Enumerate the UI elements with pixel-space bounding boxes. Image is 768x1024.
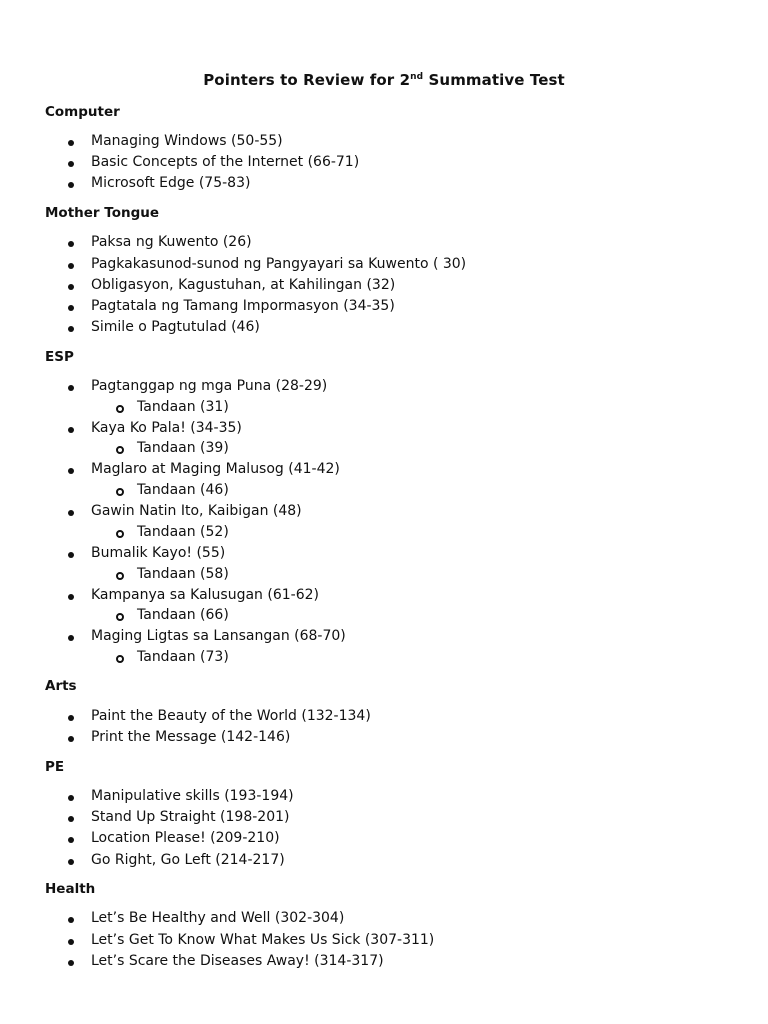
list-item — [91, 852, 285, 868]
list-item — [91, 953, 384, 969]
item-text: Let’s Get To Know What Makes Us Sick (307-311) — [91, 932, 435, 948]
sub-list-item — [137, 399, 229, 415]
list-item — [91, 234, 252, 250]
bullet-icon — [68, 859, 74, 865]
item-text: Go Right, Go Left (214-217) — [91, 852, 285, 868]
list-item — [91, 378, 327, 394]
sub-list-item — [137, 649, 229, 665]
sub-item-text: Tandaan (73) — [137, 649, 229, 665]
circle-bullet-icon — [116, 488, 124, 496]
list-item — [91, 175, 250, 191]
bullet-icon — [68, 140, 74, 146]
item-text: Obligasyon, Kagustuhan, at Kahilingan (32) — [91, 277, 396, 293]
item-text: Print the Message (142-146) — [91, 729, 291, 745]
list-item — [91, 587, 319, 603]
bullet-icon — [68, 182, 74, 188]
page-title — [0, 71, 768, 89]
title-rest: Summative Test — [423, 71, 565, 89]
section-heading-esp: ESP — [45, 349, 74, 365]
circle-bullet-icon — [116, 655, 124, 663]
list-item — [91, 154, 359, 170]
bullet-icon — [68, 326, 74, 332]
list-item — [91, 628, 346, 644]
item-text: Kaya Ko Pala! (34-35) — [91, 420, 242, 436]
bullet-icon — [68, 939, 74, 945]
bullet-icon — [68, 241, 74, 247]
list-item — [91, 133, 283, 149]
item-text: Microsoft Edge (75-83) — [91, 175, 251, 191]
sub-item-text: Tandaan (46) — [137, 482, 229, 498]
section-heading-pe: PE — [45, 759, 65, 775]
list-item — [91, 420, 242, 436]
bullet-icon — [68, 715, 74, 721]
list-item — [91, 461, 340, 477]
bullet-icon — [68, 385, 74, 391]
sub-item-text: Tandaan (58) — [137, 566, 229, 582]
bullet-icon — [68, 510, 74, 516]
list-item — [91, 932, 434, 948]
list-item — [91, 503, 302, 519]
sub-list-item — [137, 524, 229, 540]
sub-item-text: Tandaan (52) — [137, 524, 229, 540]
section-heading-computer: Computer — [45, 104, 120, 120]
item-text: Pagkakasunod-sunod ng Pangyayari sa Kuwento ( 30) — [91, 256, 467, 272]
item-text: Paksa ng Kuwento (26) — [91, 234, 252, 250]
item-text: Maging Ligtas sa Lansangan (68-70) — [91, 628, 346, 644]
item-text: Kampanya sa Kalusugan (61-62) — [91, 587, 319, 603]
list-item — [91, 708, 371, 724]
sub-item-text: Tandaan (39) — [137, 440, 229, 456]
item-text: Maglaro at Maging Malusog (41-42) — [91, 461, 340, 477]
list-item — [91, 256, 466, 272]
circle-bullet-icon — [116, 613, 124, 621]
item-text: Manipulative skills (193-194) — [91, 788, 294, 804]
bullet-icon — [68, 305, 74, 311]
bullet-icon — [68, 427, 74, 433]
list-item — [91, 298, 395, 314]
list-item — [91, 830, 280, 846]
sub-item-text: Tandaan (31) — [137, 399, 229, 415]
bullet-icon — [68, 736, 74, 742]
list-item — [91, 788, 294, 804]
bullet-icon — [68, 468, 74, 474]
bullet-icon — [68, 263, 74, 269]
section-heading-mother-tongue: Mother Tongue — [45, 205, 160, 221]
sub-list-item — [137, 566, 229, 582]
list-item — [91, 809, 289, 825]
list-item — [91, 277, 395, 293]
bullet-icon — [68, 284, 74, 290]
sub-list-item — [137, 440, 229, 456]
circle-bullet-icon — [116, 572, 124, 580]
item-text: Managing Windows (50-55) — [91, 133, 283, 149]
list-item — [91, 319, 260, 335]
item-text: Let’s Scare the Diseases Away! (314-317) — [91, 953, 384, 969]
item-text: Gawin Natin Ito, Kaibigan (48) — [91, 503, 302, 519]
circle-bullet-icon — [116, 530, 124, 538]
bullet-icon — [68, 816, 74, 822]
list-item — [91, 545, 225, 561]
bullet-icon — [68, 837, 74, 843]
list-item — [91, 910, 344, 926]
sub-list-item — [137, 607, 229, 623]
item-text: Paint the Beauty of the World (132-134) — [91, 708, 371, 724]
item-text: Pagtatala ng Tamang Impormasyon (34-35) — [91, 298, 395, 314]
sub-list-item — [137, 482, 229, 498]
item-text: Stand Up Straight (198-201) — [91, 809, 290, 825]
circle-bullet-icon — [116, 446, 124, 454]
item-text: Location Please! (209-210) — [91, 830, 280, 846]
bullet-icon — [68, 161, 74, 167]
list-item — [91, 729, 290, 745]
section-heading-health: Health — [45, 881, 96, 897]
bullet-icon — [68, 795, 74, 801]
circle-bullet-icon — [116, 405, 124, 413]
item-text: Pagtanggap ng mga Puna (28-29) — [91, 378, 328, 394]
item-text: Simile o Pagtutulad (46) — [91, 319, 260, 335]
item-text: Bumalik Kayo! (55) — [91, 545, 226, 561]
title-text: Pointers to Review for 2 — [203, 71, 411, 89]
title-superscript: nd — [410, 72, 424, 82]
bullet-icon — [68, 960, 74, 966]
bullet-icon — [68, 917, 74, 923]
bullet-icon — [68, 552, 74, 558]
item-text: Let’s Be Healthy and Well (302-304) — [91, 910, 345, 926]
bullet-icon — [68, 594, 74, 600]
item-text: Basic Concepts of the Internet (66-71) — [91, 154, 360, 170]
bullet-icon — [68, 635, 74, 641]
section-heading-arts: Arts — [45, 678, 77, 694]
sub-item-text: Tandaan (66) — [137, 607, 229, 623]
